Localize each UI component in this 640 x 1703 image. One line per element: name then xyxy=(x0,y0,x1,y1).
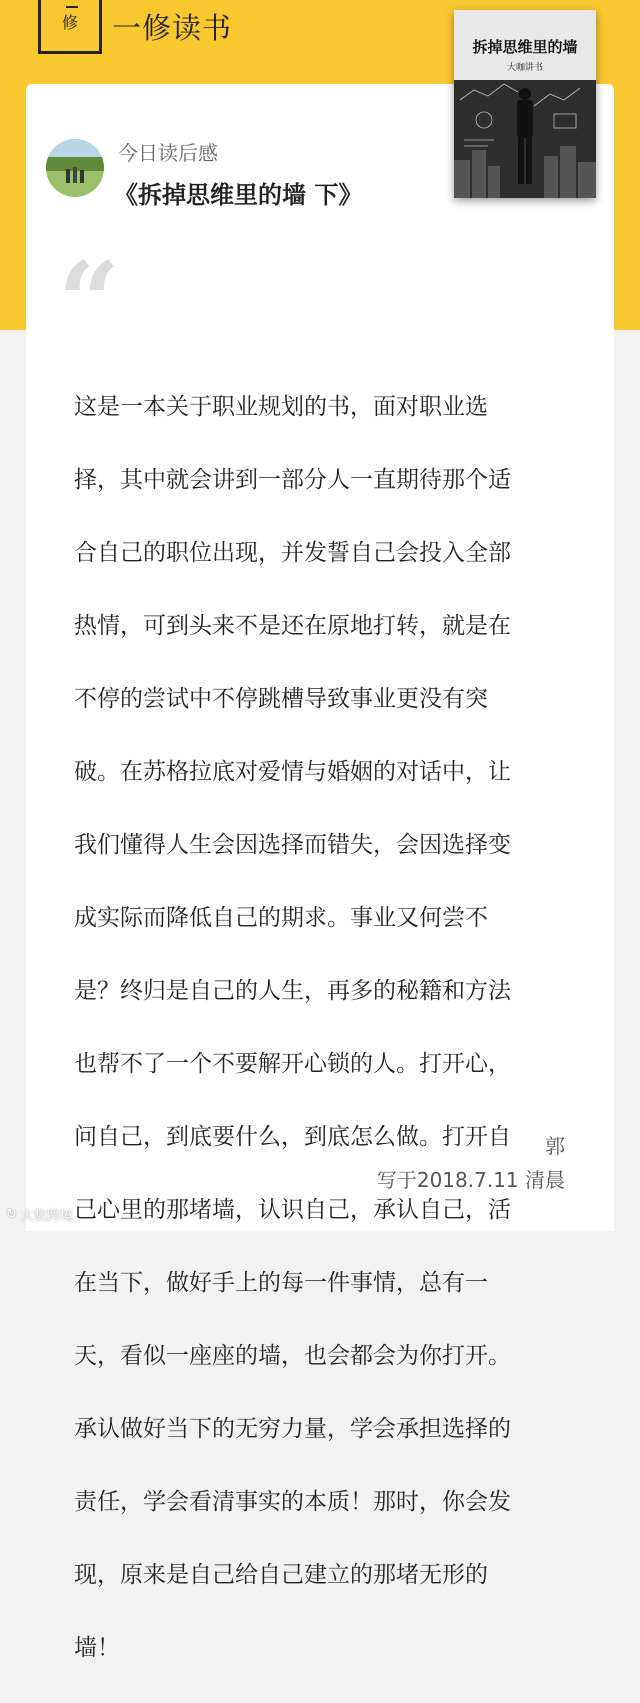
post-kicker: 今日读后感 xyxy=(118,141,218,165)
post-author: 郭 xyxy=(545,1134,565,1158)
avatar-image xyxy=(46,139,104,197)
post-dateline: 写于2018.7.11 清晨 xyxy=(376,1168,565,1192)
body-line: 问自己，到底要什么，到底怎么做。打开自 xyxy=(74,1123,511,1150)
logo-char: 修 xyxy=(61,13,78,32)
watermark-text: 大数跨境 xyxy=(20,1209,73,1224)
body-line: 墙！ xyxy=(74,1634,120,1661)
body-line: 天，看似一座座的墙，也会都会为你打开。 xyxy=(74,1342,511,1369)
body-line: 这是一本关于职业规划的书，面对职业选 xyxy=(74,393,488,420)
body-line: 在当下，做好手上的每一件事情，总有一 xyxy=(74,1269,488,1296)
post-body xyxy=(74,352,572,1703)
book-cover-subtitle: 大咖讲书 xyxy=(506,63,543,73)
body-line: 我们懂得人生会因选择而错失，会因选择变 xyxy=(74,831,511,858)
body-line: 合自己的职位出现，并发誓自己会投入全部 xyxy=(74,539,511,566)
avatar xyxy=(46,139,104,197)
body-line: 承认做好当下的无穷力量，学会承担选择的 xyxy=(74,1415,511,1442)
body-line: 己心里的那堵墙，认识自己，承认自己，活 xyxy=(74,1196,511,1223)
body-line: 不停的尝试中不停跳槽导致事业更没有突 xyxy=(74,685,488,712)
body-line: 热情，可到头来不是还在原地打转，就是在 xyxy=(74,612,511,639)
brand-name: 一修读书 xyxy=(112,11,233,45)
post-title: 《拆掉思维里的墙 下》 xyxy=(114,181,363,209)
body-line: 成实际而降低自己的期求。事业又何尝不 xyxy=(74,904,488,931)
body-line: 是？终归是自己的人生，再多的秘籍和方法 xyxy=(74,977,511,1004)
body-line: 责任，学会看清事实的本质！那时，你会发 xyxy=(74,1488,511,1515)
book-cover-title: 拆掉思维里的墙 xyxy=(472,38,578,56)
book-cover xyxy=(454,10,596,198)
watermark-icon: ↻ xyxy=(6,1207,17,1222)
brand-logo xyxy=(38,0,102,54)
body-line: 破。在苏格拉底对爱情与婚姻的对话中，让 xyxy=(74,758,511,785)
body-line: 现，原来是自己给自己建立的那堵无形的 xyxy=(74,1561,488,1588)
body-line: 也帮不了一个不要解开心锁的人。打开心， xyxy=(74,1050,511,1077)
watermark xyxy=(6,1205,73,1224)
quote-mark: “ xyxy=(58,239,121,365)
body-line: 择，其中就会讲到一部分人一直期待那个适 xyxy=(74,466,511,493)
logo-line xyxy=(66,6,78,8)
